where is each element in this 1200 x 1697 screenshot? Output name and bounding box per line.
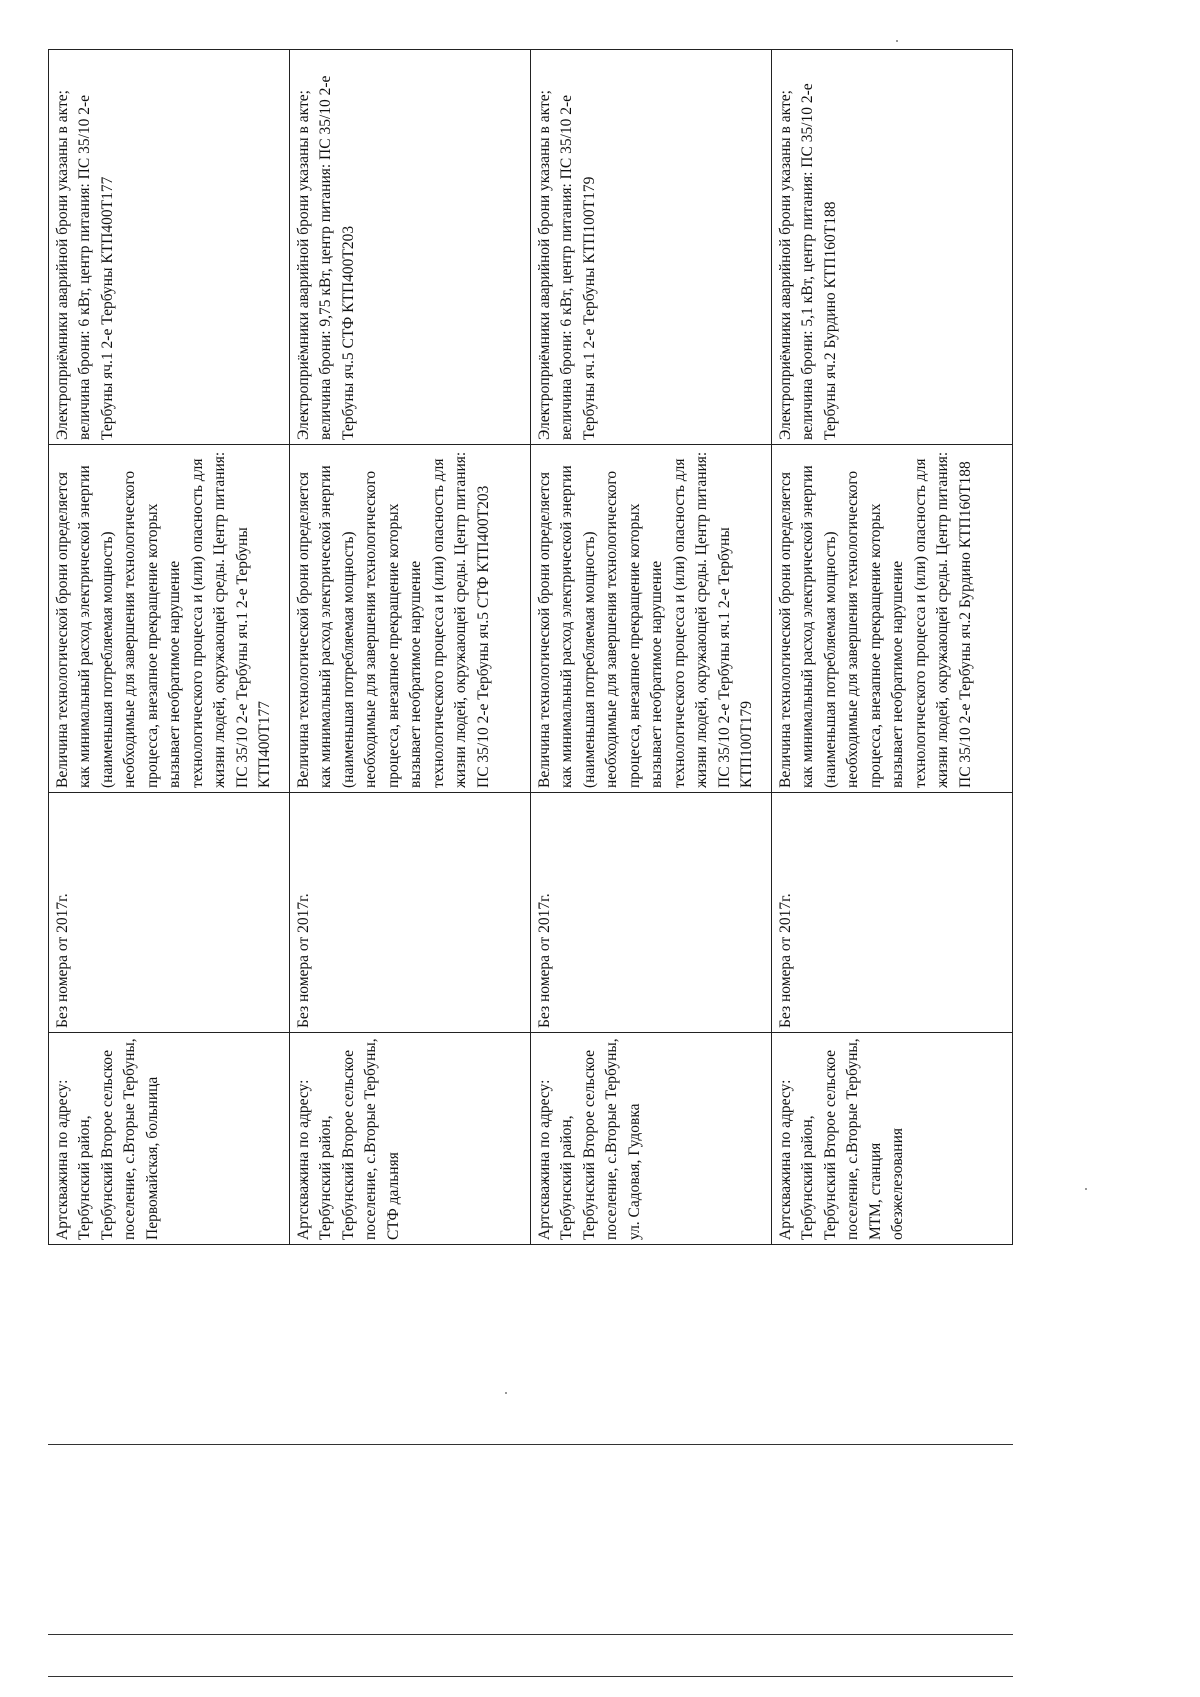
emergency-reserve-cell: Электроприёмники аварийной брони указаны в акте; величина брони: 9,75 кВт, центр питания: ПС 35/10 2-е Тербуны яч.5 СТФ КТП400Т203 xyxy=(290,50,531,445)
bottom-rule-3 xyxy=(48,1676,1013,1677)
document-cell: Без номера от 2017г. xyxy=(531,793,772,1033)
scan-speck xyxy=(896,40,898,42)
reservation-table xyxy=(48,49,1013,1245)
document-cell: Без номера от 2017г. xyxy=(49,793,290,1033)
scan-speck xyxy=(505,1392,507,1394)
document-cell: Без номера от 2017г. xyxy=(772,793,1013,1033)
document-cell: Без номера от 2017г. xyxy=(290,793,531,1033)
table-row xyxy=(49,50,290,1245)
object-address-cell: Артскважина по адресу: Тербунский район, Тербунский Второе сельское поселение, с.Вторые Тербуны, Первомайская, больница xyxy=(49,1033,290,1245)
object-address-cell: Артскважина по адресу: Тербунский район, Тербунский Второе сельское поселение, с.Вторые Тербуны, ул. Садовая, Гудовка xyxy=(531,1033,772,1245)
emergency-reserve-cell: Электроприёмники аварийной брони указаны в акте; величина брони: 6 кВт, центр питания: ПС 35/10 2-е Тербуны яч.1 2-е Тербуны КТП400Т177 xyxy=(49,50,290,445)
scan-speck xyxy=(1085,1188,1087,1190)
object-address-cell: Артскважина по адресу: Тербунский район, Тербунский Второе сельское поселение, с.Вторые Тербуны, СТФ дальняя xyxy=(290,1033,531,1245)
emergency-reserve-cell: Электроприёмники аварийной брони указаны в акте; величина брони: 5,1 кВт, центр питания: ПС 35/10 2-е Тербуны яч.2 Бурдино КТП160Т188 xyxy=(772,50,1013,445)
rotated-table-wrapper xyxy=(48,50,1013,1245)
object-address-cell: Артскважина по адресу: Тербунский район, Тербунский Второе сельское поселение, с.Вторые Тербуны, МТМ, станция обезжелезования xyxy=(772,1033,1013,1245)
table-row xyxy=(290,50,531,1245)
emergency-reserve-cell: Электроприёмники аварийной брони указаны в акте; величина брони: 6 кВт, центр питания: ПС 35/10 2-е Тербуны яч.1 2-е Тербуны КТП100Т179 xyxy=(531,50,772,445)
technological-reserve-cell: Величина технологической брони определяется как минимальный расход электрической энергии (наименьшая потребляемая мощность) необходимые для завершения технологического процесса, внезапное прекращение которых вызывает необратимое нарушение технологического процесса и (или) опасность для жизни людей, окружающей среды. Центр питания: ПС 35/10 2-е Тербуны яч.2 Бурдино КТП160Т188 xyxy=(772,445,1013,793)
bottom-rule-2 xyxy=(48,1634,1013,1635)
bottom-rule-1 xyxy=(48,1444,1013,1445)
table-row xyxy=(772,50,1013,1245)
technological-reserve-cell: Величина технологической брони определяется как минимальный расход электрической энергии (наименьшая потребляемая мощность) необходимые для завершения технологического процесса, внезапное прекращение которых вызывает необратимое нарушение технологического процесса и (или) опасность для жизни людей, окружающей среды. Центр питания: ПС 35/10 2-е Тербуны яч.1 2-е Тербуны КТП100Т179 xyxy=(531,445,772,793)
table-row xyxy=(531,50,772,1245)
technological-reserve-cell: Величина технологической брони определяется как минимальный расход электрической энергии (наименьшая потребляемая мощность) необходимые для завершения технологического процесса, внезапное прекращение которых вызывает необратимое нарушение технологического процесса и (или) опасность для жизни людей, окружающей среды. Центр питания: ПС 35/10 2-е Тербуны яч.1 2-е Тербуны КТП400Т177 xyxy=(49,445,290,793)
technological-reserve-cell: Величина технологической брони определяется как минимальный расход электрической энергии (наименьшая потребляемая мощность) необходимые для завершения технологического процесса, внезапное прекращение которых вызывает необратимое нарушение технологического процесса и (или) опасность для жизни людей, окружающей среды. Центр питания: ПС 35/10 2-е Тербуны яч.5 СТФ КТП400Т203 xyxy=(290,445,531,793)
